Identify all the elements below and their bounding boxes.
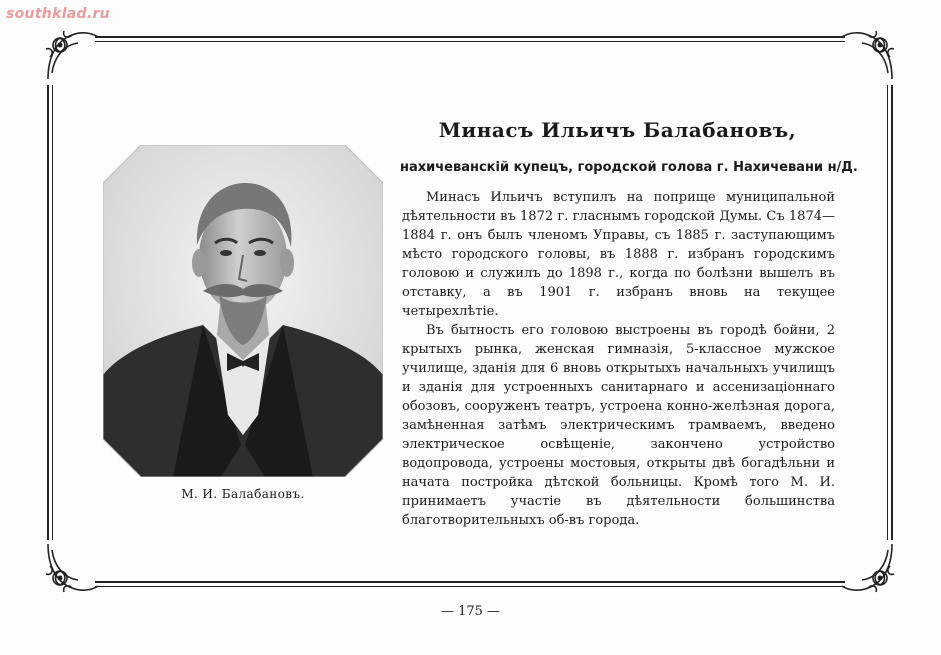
corner-ornament-icon	[42, 538, 100, 596]
article-paragraph: Въ бытность его головою выстроены въ городѣ бойни, 2 крытыхъ рынка, женская гимназія, 5-классное мужское училище, зданія для 6 вновь открытыхъ начальныхъ училищъ и зданія для устроенныхъ санитарнаго и ассенизаціоннаго обозовъ, сооруженъ театръ, устроена конно-желѣзная дорога, замѣненная затѣмъ электрическимъ трамваемъ, введено электрическое освѣщеніе, закончено устройство водопровода, устроены мостовыя, открыты двѣ богадѣльни и начата постройка дѣтской больницы. Кромѣ того М. И. принимаетъ участіе въ дѣятельности большинства благотворительныхъ об-въ города.	[402, 323, 835, 528]
corner-ornament-icon	[840, 538, 898, 596]
corner-ornament-icon	[840, 27, 898, 85]
portrait-photo	[103, 145, 383, 477]
page-number: — 175 —	[440, 604, 501, 619]
corner-ornament-icon	[42, 27, 100, 85]
article-paragraph: Минасъ Ильичъ вступилъ на поприще муниципальной дѣятельности въ 1872 г. гласнымъ городской Думы. Съ 1874—1884 г. онъ былъ членомъ Управы, съ 1885 г. заступающимъ мѣсто городского головы, въ 1888 г. избранъ городскимъ головою и служилъ до 1898 г., когда по болѣзни вышелъ въ отставку, а въ 1901 г. избранъ вновь на текущее четырехлѣтіе.	[402, 190, 835, 319]
article-title: Минасъ Ильичъ Балабановъ,	[438, 118, 797, 142]
watermark: southklad.ru	[6, 6, 110, 22]
article-body	[402, 188, 835, 530]
portrait-caption: М. И. Балабановъ.	[181, 487, 305, 501]
article-subtitle: нахичеванскій купецъ, городской голова г. Нахичевани н/Д.	[400, 160, 858, 175]
